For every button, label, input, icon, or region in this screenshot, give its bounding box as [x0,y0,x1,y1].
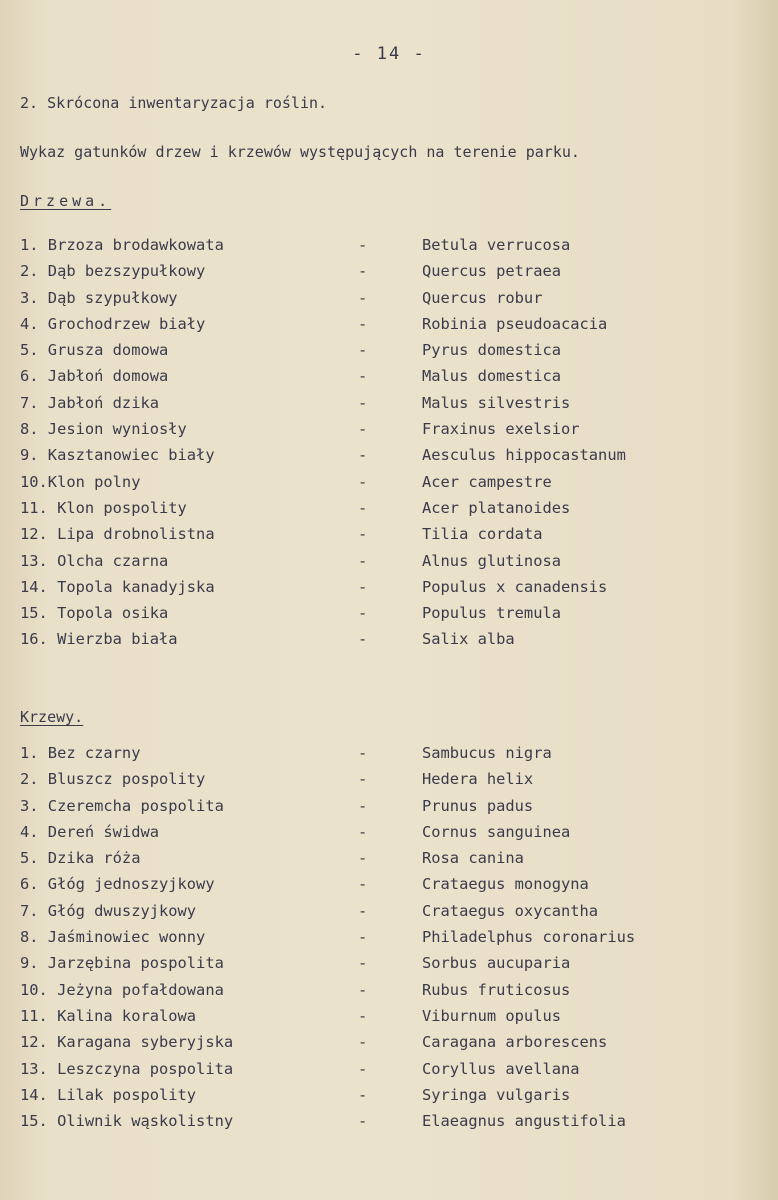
dash-separator: - [358,796,368,815]
dash-separator: - [358,822,368,841]
latin-name: Rubus fruticosus [422,980,571,999]
dash-separator: - [358,314,368,333]
polish-name: 7. Jabłoń dzika [20,393,159,412]
polish-name: 5. Dzika róża [20,849,141,868]
polish-name: 6. Głóg jednoszyjkowy [20,875,215,894]
shrub-row [0,1112,778,1138]
polish-name: 10. Jeżyna pofałdowana [20,980,224,999]
shrub-row [0,1007,778,1033]
latin-name: Rosa canina [422,849,524,868]
dash-separator: - [358,393,368,412]
shrub-row [0,875,778,901]
polish-name: 3. Dąb szypułkowy [20,288,178,307]
latin-name: Robinia pseudoacacia [422,314,608,333]
polish-name: 15. Oliwnik wąskolistny [20,1112,234,1131]
shrub-row [0,823,778,849]
polish-name: 15. Topola osika [20,604,169,623]
tree-row [0,315,778,341]
polish-name: 8. Jesion wyniosły [20,420,187,439]
latin-name: Crataegus oxycantha [422,901,599,920]
tree-row [0,473,778,499]
tree-row [0,262,778,288]
tree-row [0,499,778,525]
polish-name: 13. Leszczyna pospolita [20,1059,234,1078]
dash-separator: - [358,288,368,307]
latin-name: Caragana arborescens [422,1033,608,1052]
latin-name: Elaeagnus angustifolia [422,1112,626,1131]
shrubs-list [0,744,778,1138]
dash-separator: - [358,236,368,254]
shrub-row [0,954,778,980]
polish-name: 8. Jaśminowiec wonny [20,928,206,947]
list-subheading: Wykaz gatunków drzew i krzewów występujących na terenie parku. [20,143,580,161]
latin-name: Coryllus avellana [422,1059,580,1078]
latin-name: Fraxinus exelsior [422,420,580,439]
dash-separator: - [358,630,368,649]
dash-separator: - [358,954,368,973]
polish-name: 11. Kalina koralowa [20,1006,197,1025]
latin-name: Syringa vulgaris [422,1085,571,1104]
dash-separator: - [358,498,368,517]
dash-separator: - [358,551,368,570]
page-number: - 14 - [352,44,426,64]
tree-row [0,289,778,315]
dash-separator: - [358,1059,368,1078]
shrub-row [0,902,778,928]
polish-name: 14. Topola kanadyjska [20,577,215,596]
shrub-row [0,770,778,796]
latin-name: Viburnum opulus [422,1006,561,1025]
dash-separator: - [358,604,368,623]
shrubs-section-title: Krzewy. [20,708,84,726]
dash-separator: - [358,875,368,894]
latin-name: Populus x canadensis [422,577,608,596]
tree-row [0,420,778,446]
shrub-row [0,744,778,770]
polish-name: 4. Dereń świdwa [20,822,159,841]
latin-name: Tilia cordata [422,525,543,544]
polish-name: 2. Bluszcz pospolity [20,770,206,789]
latin-name: Quercus petraea [422,262,561,281]
tree-row [0,552,778,578]
latin-name: Acer campestre [422,472,552,491]
latin-name: Acer platanoides [422,498,571,517]
trees-section-title: Drzewa. [20,192,112,210]
latin-name: Malus domestica [422,367,561,386]
section-heading: 2. Skrócona inwentaryzacja roślin. [20,94,328,112]
latin-name: Pyrus domestica [422,341,561,360]
dash-separator: - [358,367,368,386]
polish-name: 4. Grochodrzew biały [20,314,206,333]
dash-separator: - [358,928,368,947]
tree-row [0,604,778,630]
shrub-row [0,928,778,954]
latin-name: Aesculus hippocastanum [422,446,626,465]
shrub-row [0,981,778,1007]
dash-separator: - [358,446,368,465]
dash-separator: - [358,1112,368,1131]
latin-name: Sambucus nigra [422,744,552,762]
dash-separator: - [358,420,368,439]
latin-name: Malus silvestris [422,393,571,412]
dash-separator: - [358,1006,368,1025]
polish-name: 14. Lilak pospolity [20,1085,197,1104]
shrub-row [0,849,778,875]
polish-name: 9. Jarzębina pospolita [20,954,224,973]
polish-name: 1. Bez czarny [20,744,141,762]
polish-name: 10.Klon polny [20,472,141,491]
dash-separator: - [358,472,368,491]
tree-row [0,367,778,393]
shrub-row [0,1060,778,1086]
polish-name: 12. Karagana syberyjska [20,1033,234,1052]
latin-name: Sorbus aucuparia [422,954,571,973]
dash-separator: - [358,770,368,789]
polish-name: 11. Klon pospolity [20,498,187,517]
polish-name: 13. Olcha czarna [20,551,169,570]
shrub-row [0,797,778,823]
polish-name: 16. Wierzba biała [20,630,178,649]
dash-separator: - [358,262,368,281]
tree-row [0,578,778,604]
latin-name: Prunus padus [422,796,534,815]
shrub-row [0,1033,778,1059]
dash-separator: - [358,1085,368,1104]
latin-name: Alnus glutinosa [422,551,561,570]
latin-name: Crataegus monogyna [422,875,589,894]
dash-separator: - [358,1033,368,1052]
tree-row [0,394,778,420]
latin-name: Salix alba [422,630,515,649]
dash-separator: - [358,901,368,920]
latin-name: Cornus sanguinea [422,822,571,841]
latin-name: Hedera helix [422,770,534,789]
latin-name: Philadelphus coronarius [422,928,636,947]
polish-name: 6. Jabłoń domowa [20,367,169,386]
dash-separator: - [358,525,368,544]
dash-separator: - [358,577,368,596]
trees-list [0,236,778,657]
tree-row [0,630,778,656]
polish-name: 1. Brzoza brodawkowata [20,236,224,254]
dash-separator: - [358,849,368,868]
polish-name: 12. Lipa drobnolistna [20,525,215,544]
tree-row [0,341,778,367]
tree-row [0,236,778,262]
latin-name: Quercus robur [422,288,543,307]
polish-name: 7. Głóg dwuszyjkowy [20,901,197,920]
polish-name: 5. Grusza domowa [20,341,169,360]
dash-separator: - [358,980,368,999]
latin-name: Populus tremula [422,604,561,623]
tree-row [0,446,778,472]
dash-separator: - [358,341,368,360]
shrub-row [0,1086,778,1112]
latin-name: Betula verrucosa [422,236,571,254]
dash-separator: - [358,744,368,762]
polish-name: 3. Czeremcha pospolita [20,796,224,815]
polish-name: 2. Dąb bezszypułkowy [20,262,206,281]
tree-row [0,525,778,551]
polish-name: 9. Kasztanowiec biały [20,446,215,465]
